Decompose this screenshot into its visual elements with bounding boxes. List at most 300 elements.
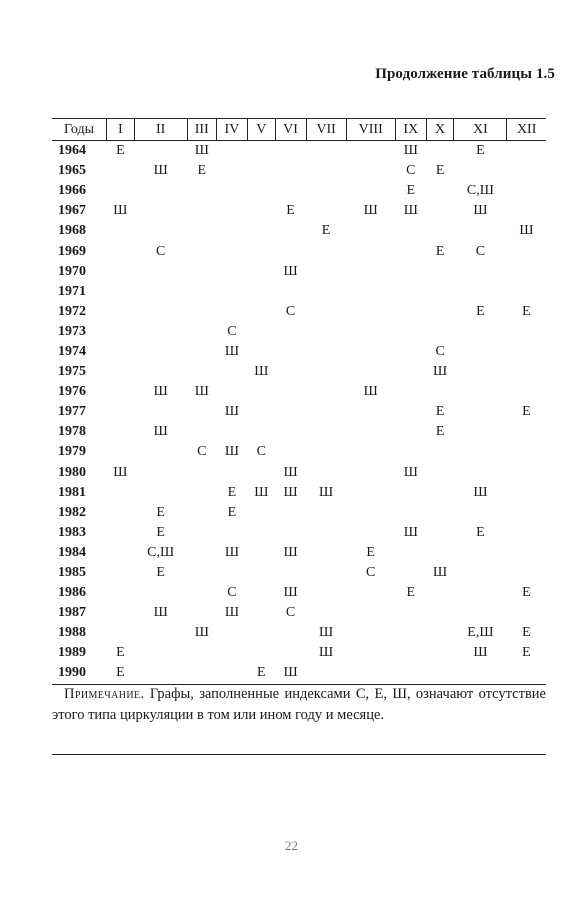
table-cell	[395, 282, 426, 302]
table-cell	[107, 221, 135, 241]
table-caption: Продолжение таблицы 1.5	[375, 66, 555, 82]
table-cell	[346, 663, 395, 684]
circulation-table	[52, 118, 546, 685]
table-cell: Ш	[194, 625, 209, 641]
table-cell	[107, 161, 135, 181]
header-month: V	[247, 119, 275, 141]
table-cell	[507, 262, 546, 282]
table-cell: Ш	[433, 364, 448, 380]
table-cell	[187, 342, 216, 362]
table-cell	[426, 221, 454, 241]
table-cell	[134, 342, 187, 362]
table-body	[52, 141, 546, 685]
table-cell	[247, 463, 275, 483]
table-row	[52, 221, 546, 241]
table-cell: С	[227, 585, 237, 601]
table-cell	[346, 362, 395, 382]
table-cell	[507, 483, 546, 503]
table-cell: Ш	[519, 223, 534, 239]
table-cell	[275, 161, 306, 181]
table-cell	[216, 623, 247, 643]
row-year: 1985	[58, 565, 86, 581]
table-cell	[395, 663, 426, 684]
table-cell	[216, 663, 247, 684]
table-cell	[346, 141, 395, 162]
row-year: 1990	[52, 663, 107, 684]
header-month: IX	[395, 119, 426, 141]
table-cell	[507, 523, 546, 543]
table-cell	[395, 302, 426, 322]
table-cell	[306, 583, 346, 603]
table-cell	[507, 161, 546, 181]
row-year: 1976	[58, 384, 86, 400]
table-cell	[107, 583, 135, 603]
table-cell: Е	[476, 303, 485, 319]
table-cell	[306, 282, 346, 302]
table-cell	[247, 221, 275, 241]
row-year: 1979	[58, 444, 86, 460]
table-cell: С	[406, 163, 416, 179]
table-cell	[216, 422, 247, 442]
table-cell	[134, 583, 187, 603]
table-cell	[454, 282, 507, 302]
header-month: XII	[507, 119, 546, 141]
table-cell	[346, 503, 395, 523]
table-cell: Е	[522, 625, 531, 641]
table-cell	[306, 402, 346, 422]
table-cell	[216, 161, 247, 181]
table-cell	[346, 523, 395, 543]
table-row	[52, 241, 546, 261]
table-cell	[426, 643, 454, 663]
table-cell	[306, 382, 346, 402]
table-cell	[346, 181, 395, 201]
table-cell	[247, 402, 275, 422]
table-cell	[187, 302, 216, 322]
table-cell	[395, 503, 426, 523]
table-row	[52, 262, 546, 282]
table-cell	[306, 322, 346, 342]
table-cell	[454, 543, 507, 563]
table-cell	[216, 362, 247, 382]
table-cell	[507, 422, 546, 442]
table-cell	[306, 603, 346, 623]
note-text: Графы, заполненные индексами С, Е, Ш, означают отсутствие этого типа циркуляции в том или ином году и месяце.	[52, 686, 546, 723]
table-cell	[216, 221, 247, 241]
table-row	[52, 402, 546, 422]
table-row	[52, 503, 546, 523]
table-cell	[107, 342, 135, 362]
table-cell	[275, 322, 306, 342]
table-row	[52, 623, 546, 643]
table-cell: С	[285, 303, 296, 319]
table-cell	[107, 543, 135, 563]
table-cell	[275, 442, 306, 462]
table-cell	[187, 463, 216, 483]
table-cell: Ш	[319, 645, 334, 661]
table-row	[52, 483, 546, 503]
table-cell: Е	[366, 544, 375, 560]
table-cell: Е	[435, 163, 445, 179]
table-cell	[187, 483, 216, 503]
table-row	[52, 422, 546, 442]
table-cell	[134, 302, 187, 322]
table-cell	[134, 643, 187, 663]
table-cell	[107, 523, 135, 543]
table-cell	[395, 262, 426, 282]
table-cell	[187, 663, 216, 684]
table-cell: Е	[406, 183, 416, 199]
table-cell	[247, 262, 275, 282]
table-cell	[107, 483, 135, 503]
table-cell	[187, 181, 216, 201]
table-cell	[346, 483, 395, 503]
table-cell	[187, 523, 216, 543]
table-cell: Ш	[473, 484, 488, 500]
table-cell	[275, 342, 306, 362]
table-cell: Е	[435, 424, 445, 440]
table-cell	[507, 342, 546, 362]
table-cell	[507, 442, 546, 462]
table-cell: Е	[522, 585, 531, 601]
table-cell: Ш	[283, 585, 298, 601]
table-cell: Ш	[283, 263, 298, 279]
header-years: Годы	[52, 119, 107, 141]
row-year: 1969	[58, 243, 86, 259]
table-cell: Е	[286, 203, 295, 219]
table-cell: С	[197, 444, 207, 460]
table-cell: Ш	[224, 444, 239, 460]
table-cell	[216, 282, 247, 302]
table-cell	[426, 322, 454, 342]
table-cell	[346, 322, 395, 342]
table-cell	[306, 161, 346, 181]
table-cell	[454, 161, 507, 181]
table-row	[52, 563, 546, 583]
table-cell: Е	[227, 504, 237, 520]
table-cell	[426, 181, 454, 201]
table-cell: Е	[247, 663, 275, 684]
row-year: 1971	[58, 283, 86, 299]
table-cell	[395, 483, 426, 503]
table-cell	[426, 201, 454, 221]
table-cell	[275, 503, 306, 523]
table-cell	[275, 523, 306, 543]
table-row	[52, 543, 546, 563]
table-cell	[247, 141, 275, 162]
header-month: III	[187, 119, 216, 141]
table-cell	[247, 583, 275, 603]
table-cell	[507, 282, 546, 302]
row-year: 1978	[58, 424, 86, 440]
header-month: X	[426, 119, 454, 141]
table-cell: Ш	[224, 343, 239, 359]
table-cell	[306, 543, 346, 563]
page-number: 22	[285, 838, 298, 853]
table-cell	[247, 201, 275, 221]
table-cell	[134, 141, 187, 162]
table-row	[52, 342, 546, 362]
table-cell: Ш	[403, 203, 418, 219]
table-cell	[306, 141, 346, 162]
table-cell	[107, 623, 135, 643]
note-divider	[52, 754, 546, 755]
table-cell	[306, 503, 346, 523]
table-cell	[306, 241, 346, 261]
table-cell: Е	[107, 663, 135, 684]
table-cell	[346, 442, 395, 462]
table-cell	[275, 563, 306, 583]
table-cell	[216, 523, 247, 543]
table-cell	[107, 322, 135, 342]
table-cell: Ш	[283, 484, 298, 500]
table-cell	[247, 523, 275, 543]
table-cell	[134, 201, 187, 221]
table-cell	[454, 563, 507, 583]
table-cell	[426, 503, 454, 523]
table-cell	[454, 442, 507, 462]
table-cell: Е	[476, 143, 485, 159]
table-cell	[306, 463, 346, 483]
table-cell	[187, 322, 216, 342]
table-cell	[346, 262, 395, 282]
table-cell	[275, 241, 306, 261]
table-cell	[134, 262, 187, 282]
table-cell	[454, 503, 507, 523]
table-cell: Ш	[194, 384, 209, 400]
table-cell: Е	[522, 645, 531, 661]
table-header-row	[52, 119, 546, 141]
table-row	[52, 181, 546, 201]
row-year: 1974	[58, 343, 86, 359]
table-cell	[454, 583, 507, 603]
row-year: 1975	[58, 364, 86, 380]
table-cell	[187, 422, 216, 442]
row-year: 1973	[58, 323, 86, 339]
table-cell: С	[285, 605, 296, 621]
table-cell	[107, 503, 135, 523]
table-cell	[187, 583, 216, 603]
table-cell	[187, 241, 216, 261]
table-cell	[216, 302, 247, 322]
table-cell: С	[435, 343, 445, 359]
header-month: XI	[454, 119, 507, 141]
table-row	[52, 382, 546, 402]
table-cell	[134, 181, 187, 201]
table-cell: Ш	[319, 484, 334, 500]
table-cell	[187, 563, 216, 583]
table-cell	[275, 181, 306, 201]
header-month: I	[107, 119, 135, 141]
table-cell: Е	[522, 303, 531, 319]
table-cell: Ш	[254, 484, 269, 500]
table-cell: С	[256, 444, 266, 460]
table-cell: Е	[197, 163, 207, 179]
header-month: VII	[306, 119, 346, 141]
table-cell	[426, 603, 454, 623]
row-year: 1972	[58, 303, 86, 319]
row-year: 1965	[58, 163, 86, 179]
table-cell: Е	[406, 585, 416, 601]
table-cell: Ш	[363, 384, 378, 400]
table-cell	[187, 221, 216, 241]
table-cell	[107, 181, 135, 201]
table-row	[52, 302, 546, 322]
table-cell	[454, 322, 507, 342]
table-cell	[507, 543, 546, 563]
table-cell: Ш	[254, 364, 269, 380]
table-cell: Ш	[194, 143, 209, 159]
table-cell	[306, 563, 346, 583]
table-cell	[275, 141, 306, 162]
table-cell	[216, 141, 247, 162]
table-cell: Е	[522, 404, 531, 420]
table-cell: Ш	[473, 203, 488, 219]
table-cell	[306, 523, 346, 543]
row-year: 1964	[58, 143, 86, 159]
row-year: 1987	[58, 605, 86, 621]
table-cell	[395, 362, 426, 382]
table-cell	[346, 643, 395, 663]
table-cell: С,Ш	[466, 183, 494, 199]
table-cell: Е,Ш	[467, 625, 494, 641]
table-cell: Ш	[319, 625, 334, 641]
table-cell	[454, 262, 507, 282]
table-cell	[247, 302, 275, 322]
row-year: 1968	[58, 223, 86, 239]
table-cell	[426, 583, 454, 603]
table-cell	[134, 463, 187, 483]
table-cell	[107, 603, 135, 623]
header-month: VIII	[346, 119, 395, 141]
table-cell	[426, 282, 454, 302]
table-cell	[187, 643, 216, 663]
table-cell	[507, 362, 546, 382]
table-row	[52, 583, 546, 603]
row-year: 1983	[58, 524, 86, 540]
table-row	[52, 643, 546, 663]
table-cell	[507, 241, 546, 261]
table-cell	[395, 322, 426, 342]
table-note	[52, 684, 546, 726]
table-cell	[275, 623, 306, 643]
table-cell	[306, 181, 346, 201]
table-cell	[216, 262, 247, 282]
table-cell	[426, 141, 454, 162]
table-cell	[107, 422, 135, 442]
table-cell	[247, 241, 275, 261]
table-cell: Е	[476, 524, 485, 540]
table-cell	[426, 382, 454, 402]
row-year: 1988	[58, 625, 86, 641]
table-row	[52, 161, 546, 181]
table-cell	[247, 623, 275, 643]
table-cell	[247, 382, 275, 402]
table-cell	[247, 643, 275, 663]
table-row	[52, 603, 546, 623]
table-cell	[346, 302, 395, 322]
table-cell: Ш	[283, 464, 298, 480]
table-cell	[107, 262, 135, 282]
table-cell	[454, 362, 507, 382]
table-cell: Ш	[403, 143, 418, 159]
table-cell	[275, 643, 306, 663]
table-cell	[134, 362, 187, 382]
table-cell: С	[366, 565, 376, 581]
table-cell	[306, 201, 346, 221]
table-cell	[346, 282, 395, 302]
table-cell	[275, 282, 306, 302]
table-cell: Ш	[473, 645, 488, 661]
table-cell	[247, 543, 275, 563]
table-cell	[107, 563, 135, 583]
table-cell	[216, 563, 247, 583]
table-cell: Ш	[403, 524, 418, 540]
table-cell: Ш	[113, 464, 128, 480]
row-year: 1984	[58, 544, 86, 560]
table-row	[52, 442, 546, 462]
table-cell	[134, 623, 187, 643]
table-cell	[426, 523, 454, 543]
table-cell	[187, 603, 216, 623]
table-cell	[507, 503, 546, 523]
table-cell	[134, 663, 187, 684]
table-cell	[306, 362, 346, 382]
header-month: VI	[275, 119, 306, 141]
table-cell	[426, 623, 454, 643]
table-cell: Е	[321, 223, 331, 239]
table-cell	[346, 422, 395, 442]
table-cell	[306, 342, 346, 362]
table-row	[52, 463, 546, 483]
table-cell	[247, 563, 275, 583]
table-cell: С,Ш	[147, 544, 175, 560]
table-cell	[134, 483, 187, 503]
table-cell	[507, 322, 546, 342]
table-cell	[187, 503, 216, 523]
table-cell: Ш	[224, 404, 239, 420]
header-month: II	[134, 119, 187, 141]
table-cell	[426, 543, 454, 563]
table-cell	[107, 402, 135, 422]
table-cell	[107, 241, 135, 261]
table-cell	[247, 282, 275, 302]
table-cell	[247, 161, 275, 181]
table-row	[52, 362, 546, 382]
table-cell	[454, 382, 507, 402]
table-cell	[247, 322, 275, 342]
table-cell	[134, 221, 187, 241]
table-cell	[395, 623, 426, 643]
table-cell	[275, 402, 306, 422]
table-cell: Ш	[153, 163, 168, 179]
table-cell	[216, 201, 247, 221]
table-cell	[507, 603, 546, 623]
table-cell	[187, 201, 216, 221]
table-cell	[247, 181, 275, 201]
table-cell	[275, 362, 306, 382]
table-cell: Ш	[403, 464, 418, 480]
table-cell: Ш	[363, 203, 378, 219]
table-cell	[454, 221, 507, 241]
row-year: 1970	[58, 263, 86, 279]
table-cell: С	[475, 243, 486, 259]
table-cell	[454, 463, 507, 483]
table-cell	[134, 402, 187, 422]
table-cell	[395, 603, 426, 623]
table-cell	[247, 342, 275, 362]
table-cell	[187, 262, 216, 282]
